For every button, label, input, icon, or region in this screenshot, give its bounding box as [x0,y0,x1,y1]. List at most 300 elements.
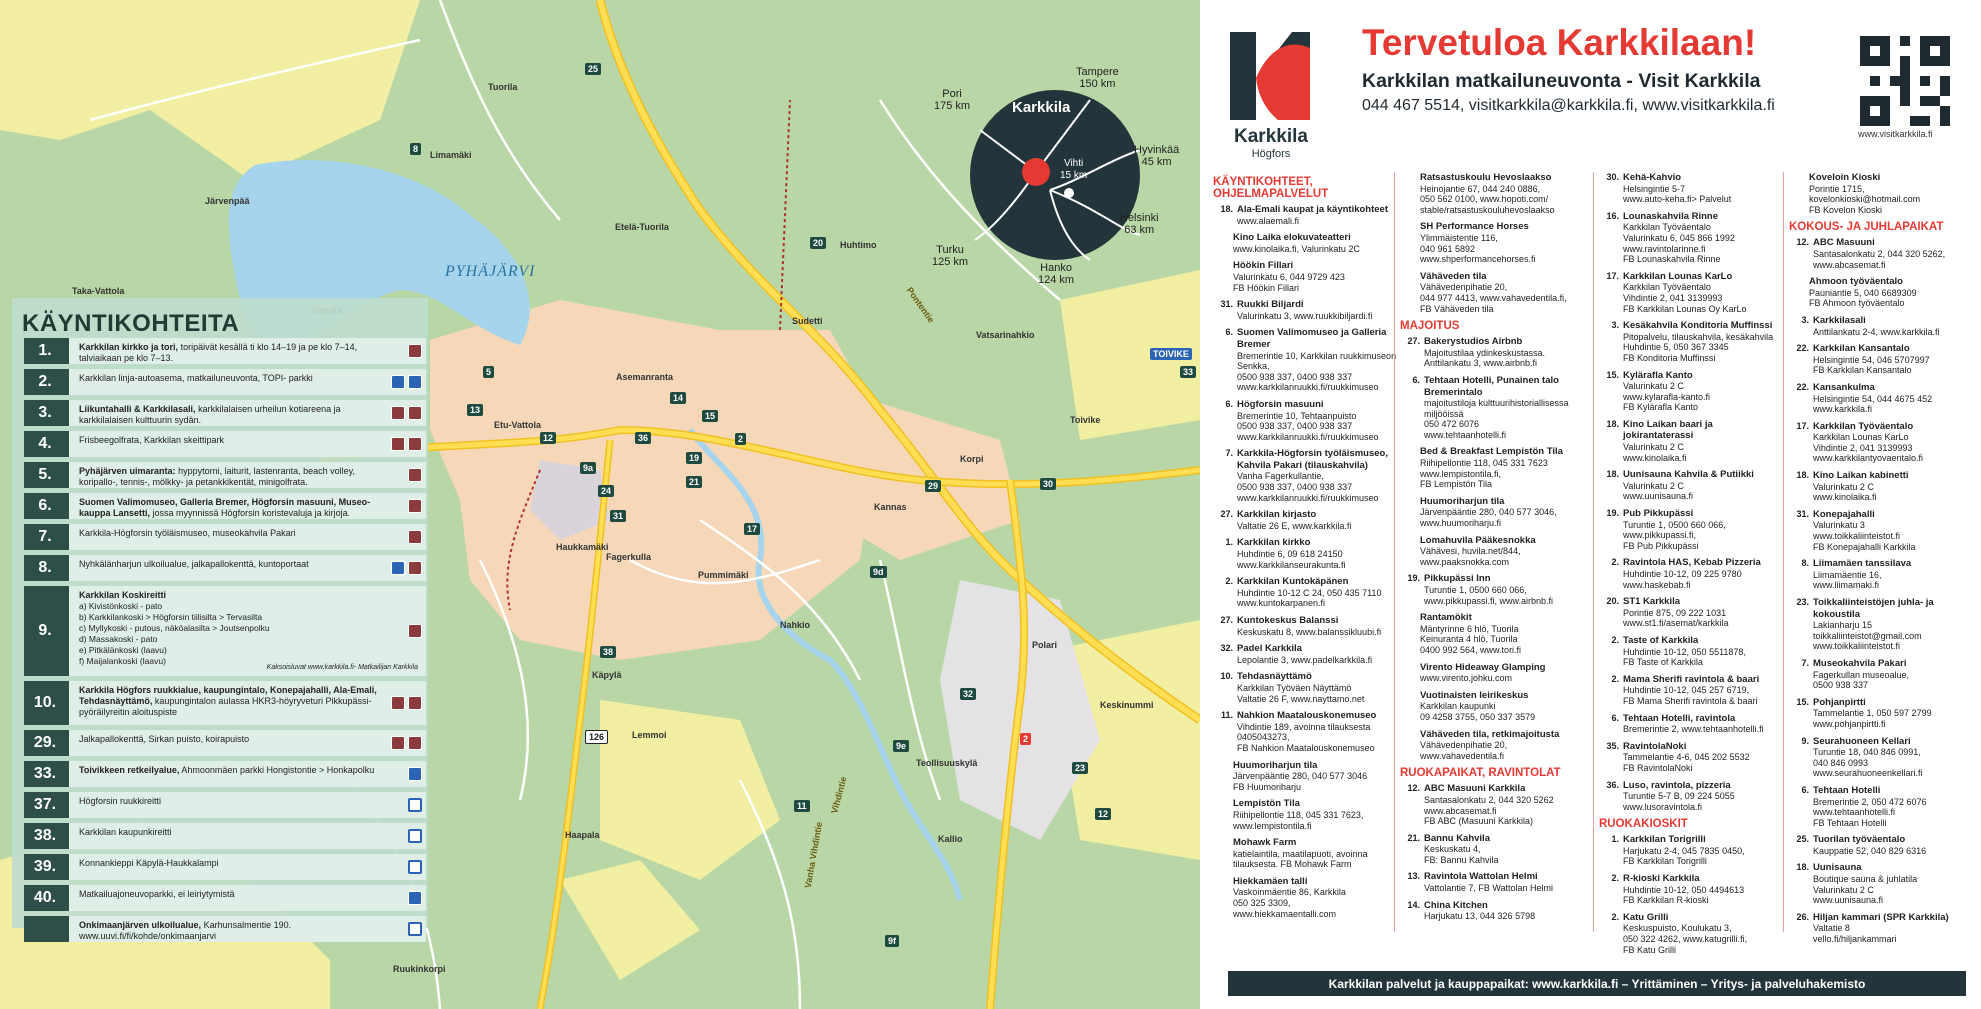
listing-number: 18. [1220,204,1233,214]
listing-body [1813,736,1975,779]
listing-title: ST1 Karkkila [1623,596,1681,608]
listing-entry[interactable] [1599,211,1785,265]
legend-symbol-icon [408,406,422,420]
listing-title: Taste of Karkkila [1623,634,1699,646]
map-marker[interactable]: 9a [580,462,596,474]
listing-line: www.abcasemat.fi [1813,259,1886,270]
listing-title: ABC Masuuni Karkkila [1424,783,1526,795]
listing-body [1813,597,1975,652]
legend-row[interactable] [24,916,426,942]
listing-line: www.huumoriharju.fi [1420,518,1502,529]
listing-line: www.ravintolarinne.fi [1623,243,1706,254]
listing-entry[interactable] [1400,271,1586,314]
listing-line: www.lempistontila.fi, [1420,468,1502,479]
listing-title: Ruukki Biljardi [1237,299,1304,311]
map-marker[interactable]: 36 [635,432,651,444]
distance-place: Helsinki 63 km [1120,212,1159,236]
listing-title: Kylärafla Kanto [1623,369,1693,381]
listing-title: Karkkilan Työväentalo [1813,420,1914,432]
map-marker[interactable]: 2 [735,433,746,445]
listing-entry[interactable] [1213,327,1399,393]
listing-number [1400,612,1420,655]
map-marker[interactable]: 5 [483,366,494,378]
listing-entry[interactable] [1213,204,1399,226]
legend-row-desc: Karhunsalmentie 190. www.uuvi.fi/fi/kohde/onkimaanjarvi [79,920,292,941]
listing-title: Koveloin Kioski [1809,172,1881,183]
listing-line: katielaintila, maatilapuoti, avoinna [1233,848,1368,859]
listing-entry[interactable] [1789,558,1975,591]
listing-body [1237,671,1399,704]
legend-row-text [69,586,426,676]
legend-sub-item: d) Massakoski - pato [79,634,158,644]
listing-entry[interactable] [1789,912,1975,945]
legend-row[interactable] [24,400,426,426]
listing-entry[interactable] [1400,221,1586,264]
legend-symbol-icon [408,798,422,812]
legend-row-desc: Karkkila-Högforsin työläismuseo, museokahvila Pakari [79,528,296,538]
listing-entry[interactable] [1789,315,1975,337]
listing-line: Vaskoinmäentie 86, Karkkila [1233,887,1346,898]
listing-line: Kauppatie 52, 040 829 6316 [1813,845,1927,856]
listing-title: Lounaskahvila Rinne [1623,210,1719,222]
legend-symbol-icon [408,530,422,544]
listing-entry[interactable] [1400,172,1586,215]
legend-row[interactable] [24,462,426,488]
listing-line: www.toikkaliinteistot.fi [1813,641,1901,652]
listing-number: 7. [1225,448,1233,459]
listing-entry[interactable] [1789,834,1975,856]
listing-entry[interactable] [1789,736,1975,779]
listing-line: Järvenpääntie 280, 040 577 3046, [1420,507,1557,518]
listing-entry[interactable] [1599,635,1785,668]
listing-line: Lakianharju 15 [1813,620,1873,631]
listing-entry[interactable] [1789,343,1975,376]
listing-body [1420,729,1586,762]
listing-entry[interactable] [1213,509,1399,531]
legend-row[interactable] [24,586,426,676]
listing-line: Huhdintie 10-12, 050 5511878, [1623,646,1746,657]
listing-number [1789,276,1809,309]
listing-entry[interactable] [1213,837,1399,870]
listing-number [1400,496,1420,529]
map-marker[interactable]: 19 [686,452,702,464]
listing-line: www.auto-keha.fi> Palvelut [1623,194,1732,205]
listing-line: Fagerkullan museoalue, [1813,669,1910,680]
listing-entry[interactable] [1599,172,1785,205]
legend-row-number: 33. [33,765,57,782]
map-marker[interactable]: 9e [893,740,909,752]
legend-row-text [69,823,426,849]
listing-body [1424,336,1586,369]
listing-title: Nahkion Maatalouskonemuseo [1237,710,1377,722]
listing-entry[interactable] [1599,674,1785,707]
listing-line: Karkkilan Työväentalo [1623,282,1711,293]
map-marker[interactable]: 24 [598,485,614,497]
listing-entry[interactable] [1599,271,1785,314]
legend-row[interactable] [24,431,426,457]
listing-entry[interactable] [1400,833,1586,866]
distance-place: Turku 125 km [932,244,969,268]
listing-line: Heinojantie 67, 044 240 0886, [1420,183,1541,194]
listing-body [1813,470,1975,503]
map-marker[interactable]: 20 [810,237,826,249]
listing-body [1420,496,1586,529]
listing-line: Huhdintie 10-12, 050 4494613 [1623,884,1745,895]
listing-line: www.uunisauna.fi [1813,895,1884,906]
qr-url[interactable]: www.visitkarkkila.fi [1858,129,1933,139]
listing-entry[interactable] [1213,798,1399,831]
map-marker[interactable]: 12 [540,432,556,444]
listing-entry[interactable] [1599,873,1785,906]
listing-entry[interactable] [1213,260,1399,293]
listing-title: Seurahuoneen Kellari [1813,735,1911,747]
listing-number: 2. [1611,557,1619,568]
legend-row[interactable] [24,885,426,911]
listing-title: Vähäveden tila, retkimajoitusta [1420,728,1560,740]
listing-number [1400,690,1420,723]
listing-entry[interactable] [1789,597,1975,652]
map-marker[interactable]: 15 [702,410,718,422]
listing-line: Valurinkatu 6, 044 9729 423 [1233,271,1345,282]
legend-symbol-icon [391,696,405,710]
listing-body [1623,674,1785,707]
listing-entry[interactable] [1599,834,1785,867]
listing-entry[interactable] [1599,508,1785,551]
listing-line: Valtatie 26 E, www.karkkila.fi [1237,520,1352,531]
listing-line: Karkkilan Työväentalo [1623,222,1711,233]
listing-line: 050 562 0100, www.hopoti.com/ [1420,194,1549,205]
listing-title: Pikkupässi Inn [1424,573,1491,585]
listing-entry[interactable] [1400,573,1586,606]
legend-row-text [69,761,426,787]
map-marker[interactable]: 32 [960,688,976,700]
listing-line: www.kinolaika.fi [1813,492,1877,503]
legend-row[interactable] [24,338,426,364]
listing-entry[interactable] [1400,662,1586,684]
listing-entry[interactable] [1400,375,1586,441]
listing-entry[interactable] [1599,741,1785,774]
listing-number: 26. [1796,911,1809,922]
place-label: Kallio [938,834,963,844]
legend-row-title: Onkimaanjärven ulkoilualue, [79,920,202,930]
legend-icons [391,406,422,420]
listing-line: www.karkkilanruukki.fi/ruukkimuseo [1237,492,1379,503]
listing-line: www.tehtaanhotelli.fi [1813,807,1896,818]
legend-row-title: Karkkila Högfors ruukkialue, kaupungintalo, Konepajahalli, Ala-Emali, Tehdasnäyttämö, [79,685,377,706]
listing-entry[interactable] [1599,320,1785,363]
listing-line: www.kuntokarpanen.fi [1237,598,1326,609]
map-marker[interactable]: 33 [1180,366,1196,378]
footer-bar[interactable]: Karkkilan palvelut ja kauppapaikat: www.karkkila.fi – Yrittäminen – Yritys- ja palveluhakemisto [1228,971,1966,996]
listing-entry[interactable] [1789,237,1975,270]
map-marker[interactable]: 8 [410,143,421,155]
legend-row[interactable] [24,493,426,519]
listing-title: Karkkilan Lounas KarLo [1623,270,1733,282]
listing-entry[interactable] [1789,382,1975,415]
listing-title: Virento Hideaway Glamping [1420,661,1546,673]
listing-title: Ahmoon työväentalo [1809,276,1903,288]
legend-row[interactable] [24,792,426,818]
listing-number: 12. [1796,237,1809,248]
listing-body [1237,710,1399,753]
listing-entry[interactable] [1789,697,1975,730]
legend-icons [391,437,422,451]
listing-line: Anttilankatu 3, www.airbnb.fi [1424,358,1538,369]
legend-row-text [69,730,426,756]
listing-line: Valurinkatu 3, www.ruukkibiljardi.fi [1237,310,1373,321]
map-marker[interactable]: 9d [870,566,887,578]
listing-line: www.virento.johku.com [1420,673,1513,684]
listing-entry[interactable] [1213,710,1399,753]
listing-line: Helsingintie 5-7 [1623,183,1686,194]
listing-line: www.karkkila.fi [1813,404,1873,415]
listing-line: www.karkkilantyovaentalo.fi [1813,453,1924,464]
legend-icons [391,736,422,750]
listing-entry[interactable] [1213,643,1399,665]
listing-line: FB Ahmoon työväentalo [1809,298,1905,309]
legend-icons [408,891,422,905]
listing-entry[interactable] [1599,419,1785,463]
listing-line: www.pikkupassi.fi, [1623,530,1697,541]
listing-line: www.pohjanpirtti.fi [1813,718,1886,729]
listing-entry[interactable] [1599,713,1785,735]
legend-row-desc: kaupungintalon aulassa HKR3-höyryveturi Pikkupässi-pyöräilyreitin aloituspiste [79,696,372,717]
toivike-label[interactable]: TOIVIKE [1150,348,1192,360]
listing-body [1623,635,1785,668]
map-marker[interactable]: 14 [670,392,686,404]
listing-line: 0500 938 337 [1813,680,1869,691]
legend-row-text [69,854,426,880]
map-marker[interactable]: 23 [1072,762,1088,774]
contact-line[interactable]: 044 467 5514, visitkarkkila@karkkila.fi, www.visitkarkkila.fi [1362,97,1775,114]
legend-row[interactable] [24,854,426,880]
listing-number: 1. [1225,537,1233,548]
listing-line: www.toikkaliinteistot.fi [1813,531,1901,542]
legend-symbol-icon [408,829,422,843]
map-marker[interactable]: 29 [925,480,941,492]
distance-place: Hyvinkää 45 km [1134,144,1180,168]
place-label: Nahkio [780,620,811,630]
map-marker[interactable]: 25 [585,63,601,75]
listing-number: 31. [1796,508,1809,519]
legend-row-desc: Ahmoonmäen parkki Hongistontie > Honkapolku [181,765,375,775]
listing-line: Keskuskatu 8, www.balanssikluubi.fi [1237,626,1382,637]
listing-body [1813,697,1975,730]
listing-title: Karkkila-Högforsin työläismuseo, Kahvila Pakari (tilauskahvila) [1237,448,1388,471]
legend-row[interactable] [24,761,426,787]
listing-line: Huhdintie 10-12, 09 225 9780 [1623,569,1742,579]
listing-number: 7. [1801,657,1809,668]
legend-row-number: 38. [33,827,57,844]
listing-number: 15. [1796,696,1809,707]
listing-entry[interactable] [1400,690,1586,723]
listing-line: FB Tehtaan Hotelli [1813,817,1887,828]
legend-row-number: 37. [33,796,57,813]
listing-entry[interactable] [1400,446,1586,489]
road-number-badge: 126 [585,730,608,744]
listing-number [1213,837,1233,870]
welcome-title: Tervetuloa Karkkilaan! [1362,22,1757,63]
listing-title: Tehtaan Hotelli, ravintola [1623,712,1736,724]
listing-line: Helsingintie 54, 044 4675 452 [1813,393,1933,404]
listing-line: Turuntie 5-7 B, 09 224 5055 [1623,791,1735,802]
listing-entry[interactable] [1599,596,1785,629]
listing-number: 14. [1407,899,1420,910]
listing-line: www.paaksnokka.com [1420,556,1510,567]
map-marker[interactable]: 11 [794,800,810,812]
listing-entry[interactable] [1599,780,1785,813]
listing-body [1813,343,1975,376]
listing-entry[interactable] [1213,615,1399,637]
listing-entry[interactable] [1213,576,1399,609]
legend-row-text [69,555,426,581]
listing-line: 0405043273, [1237,732,1290,743]
listing-line: Santasalonkatu 2, 044 320 5262 [1424,794,1554,805]
listing-entry[interactable] [1400,535,1586,568]
legend-row[interactable] [24,555,426,581]
listing-line: 09 4258 3755, 050 337 3579 [1420,711,1536,722]
listing-line: Bremerintie 2, www.tehtaanhotelli.fi [1623,724,1764,735]
listing-entry[interactable] [1400,871,1586,893]
listing-entry[interactable] [1213,876,1399,919]
road-label: Vanha Vihdintie [802,821,825,889]
legend-symbol-icon [408,736,422,750]
listing-number: 21. [1407,832,1420,843]
listing-line: FB Karkkilan Lounas Oy KarLo [1623,303,1747,314]
legend-row-desc: Karkkilan kaupunkireitti [79,827,172,837]
qr-code[interactable] [1860,36,1950,126]
legend-row[interactable] [24,369,426,395]
listing-entry[interactable] [1213,399,1399,442]
legend-icons [408,624,422,638]
listing-line: FB Mama Sherifi ravintola & baari [1623,695,1758,706]
listing-title: Uunisauna Kahvila & Putiikki [1623,469,1754,481]
listing-body [1623,713,1785,735]
legend-row[interactable] [24,524,426,550]
listing-entry[interactable] [1213,299,1399,321]
listing-line: FB Höökin Fillari [1233,282,1300,293]
map-marker[interactable]: 12 [1095,808,1111,820]
listing-entry[interactable] [1789,509,1975,552]
listing-body [1237,399,1399,442]
listing-number: 2. [1611,873,1619,884]
listing-line: 0500 938 337, 0400 938 337 [1237,371,1353,382]
distance-place: Tampere 150 km [1076,66,1119,90]
legend-icons [408,499,422,513]
listing-number [1400,535,1420,568]
legend-panel [12,298,428,941]
listing-line: toikkaliinteistot@gmail.com [1813,630,1922,641]
listing-title: Höökin Fillari [1233,260,1294,272]
listing-entry[interactable] [1400,496,1586,529]
legend-row[interactable] [24,823,426,849]
map-marker[interactable]: 30 [1040,478,1056,490]
listing-number: 18. [1796,862,1809,873]
listing-entry[interactable] [1599,469,1785,502]
listing-entry[interactable] [1213,760,1399,793]
listing-number: 6. [1801,784,1809,795]
listing-entry[interactable] [1213,232,1399,254]
listing-line: FB Lempistön Tila [1420,479,1493,490]
listing-number: 23. [1796,597,1809,607]
listing-entry[interactable] [1789,421,1975,464]
listing-entry[interactable] [1400,729,1586,762]
map-marker[interactable]: 13 [467,404,483,416]
legend-row[interactable] [24,681,426,725]
listing-line: Santasalonkatu 2, 044 320 5262, [1813,248,1946,259]
map-marker[interactable]: 9f [885,935,899,947]
listing-entry[interactable] [1599,912,1785,955]
listing-line: Valurinkatu 2 C [1813,481,1874,492]
listing-title: Mama Sherifi ravintola & baari [1623,673,1760,685]
listing-title: Lomahuvila Pääkesnokka [1420,534,1536,546]
listing-entry[interactable] [1400,336,1586,369]
legend-row-number [24,916,66,942]
listing-title: Vähäveden tila [1420,270,1487,282]
map-marker[interactable]: 21 [686,476,702,488]
listing-body [1424,900,1586,922]
listing-entry[interactable] [1789,785,1975,828]
legend-row-number: 9. [38,622,52,639]
legend-symbol-icon [408,499,422,513]
listing-entry[interactable] [1213,448,1399,503]
listing-entry[interactable] [1213,537,1399,570]
listing-entry[interactable] [1789,862,1975,905]
listing-line: FB Karkkilan R-kioski [1623,895,1709,906]
legend-row[interactable] [24,730,426,756]
listing-number: 6. [1225,327,1233,338]
legend-row-number: 29. [33,734,57,751]
listing-line: 050 472 6076 [1424,419,1480,430]
listing-entry[interactable] [1599,557,1785,590]
listing-entry[interactable] [1400,783,1586,826]
listing-body [1813,658,1975,691]
listing-title: Pub Pikkupässi [1623,508,1694,520]
listing-line: stable/ratsastuskouluhevoslaakso [1420,204,1555,215]
map-marker[interactable]: 17 [744,523,760,535]
listing-entry[interactable] [1789,172,1975,215]
listing-title: Vuotinaisten leirikeskus [1420,689,1529,701]
legend-row-number: 1. [38,342,52,359]
listing-body [1420,662,1586,684]
listing-entry[interactable] [1400,612,1586,655]
listing-line: www.st1.fi/asemat/karkkila [1623,618,1729,629]
legend-symbol-icon [391,561,405,575]
listing-line: FB Kovelon Kioski [1809,204,1883,215]
listing-number: 8. [1801,558,1809,569]
map-marker[interactable]: 31 [610,510,626,522]
listing-line: Vihdintie 2, 041 3139993 [1813,442,1913,453]
listing-entry[interactable] [1599,370,1785,413]
listing-entry[interactable] [1789,470,1975,503]
listing-number [1400,221,1420,264]
listing-line: Tammelantie 1, 050 597 2799 [1813,708,1932,719]
listing-line: Keinuranta 4 hlö, Tuorila [1420,634,1518,645]
listing-entry[interactable] [1400,900,1586,922]
listing-line: www.tehtaanhotelli.fi [1424,429,1507,440]
listing-line: www.abcasemat.fi [1424,805,1497,816]
listing-entry[interactable] [1789,276,1975,309]
distance-place: Hanko 124 km [1038,262,1075,286]
listing-entry[interactable] [1789,658,1975,691]
listing-body [1237,576,1399,609]
listing-line: Mäntyrinne 6 hlö, Tuorila [1420,623,1519,634]
listing-body [1424,833,1586,866]
legend-row-desc: Karkkilan linja-autoasema, matkailuneuvonta, TOPI- parkki [79,373,313,383]
map-marker[interactable]: 38 [600,646,616,658]
legend-row-desc: Jalkapallokenttä, Sirkan puisto, koirapuisto [79,734,250,744]
listing-entry[interactable] [1213,671,1399,704]
